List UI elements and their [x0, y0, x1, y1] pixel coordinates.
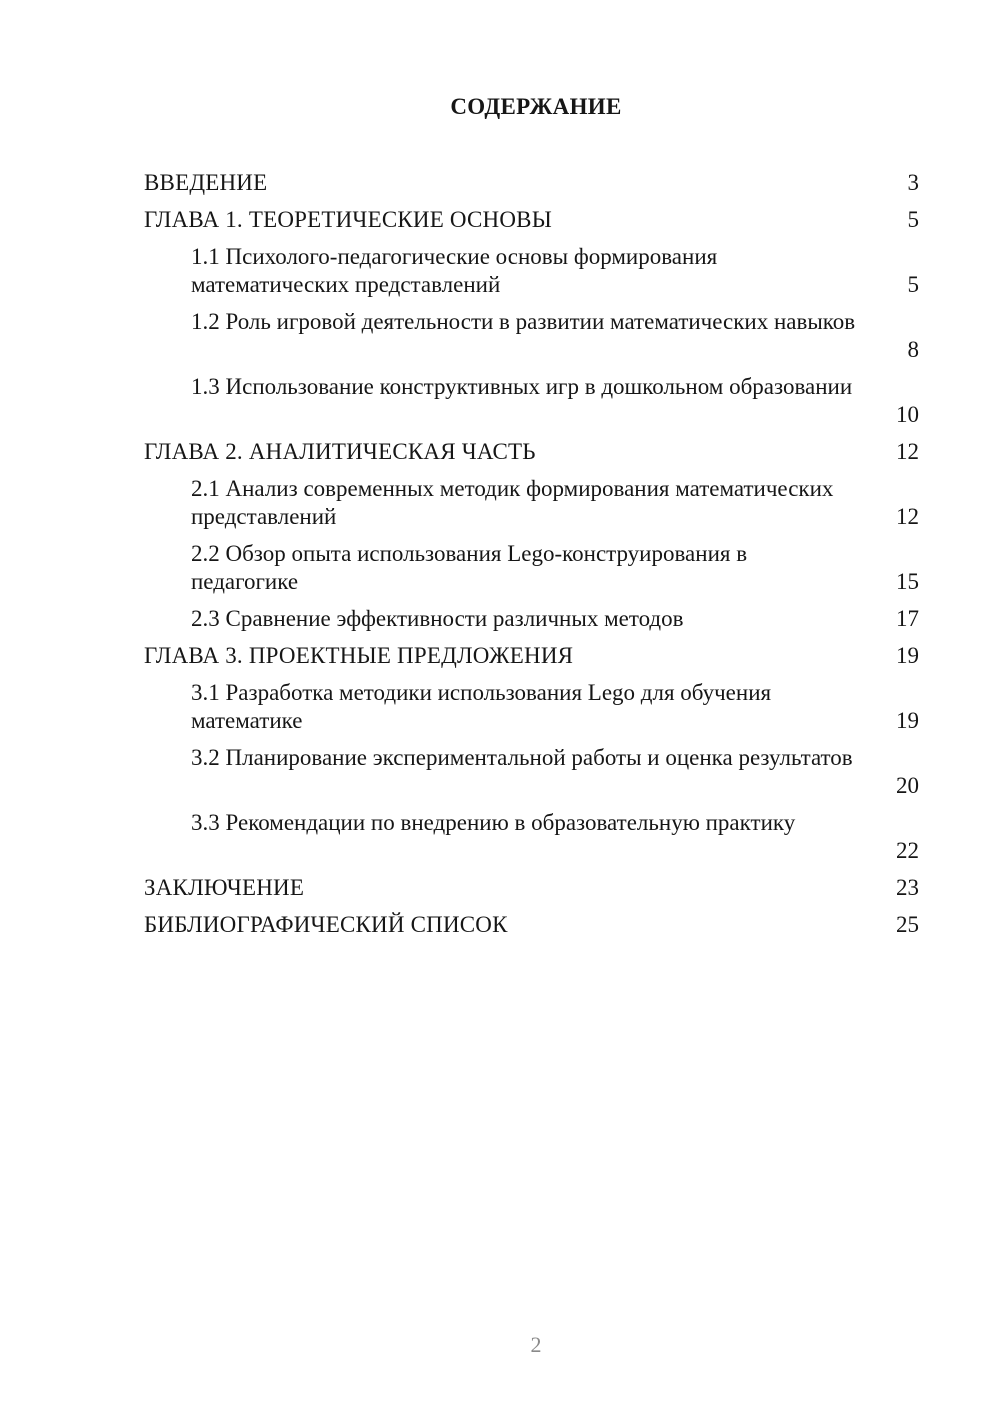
toc-entry-section-1-3	[144, 373, 919, 438]
toc-entry-page: 23	[896, 875, 919, 900]
toc-entry-chapter-2	[144, 438, 919, 475]
toc-entry-page: 12	[896, 504, 919, 529]
toc-entry-page: 22	[896, 838, 919, 863]
toc-entry-page: 15	[896, 569, 919, 594]
toc-entry-bibliography	[144, 911, 919, 948]
toc-entry-text: ГЛАВА 2. АНАЛИТИЧЕСКАЯ ЧАСТЬ	[144, 439, 536, 464]
toc-entry-section-3-1	[144, 679, 919, 744]
toc-entry-text: 3.1 Разработка методики использования Lego для обучения математике	[191, 680, 772, 733]
toc-entry-text: ГЛАВА 1. ТЕОРЕТИЧЕСКИЕ ОСНОВЫ	[144, 207, 552, 232]
toc-entry-chapter-1	[144, 206, 919, 243]
toc-entry-section-1-1	[144, 243, 919, 308]
toc-entry-text: 2.3 Сравнение эффективности различных методов	[191, 606, 684, 631]
toc-entry-text: 2.2 Обзор опыта использования Lego-конструирования в педагогике	[191, 541, 748, 594]
toc-entry-section-3-3	[144, 809, 919, 874]
toc-entry-text: 1.2 Роль игровой деятельности в развитии математических навыков	[191, 309, 856, 334]
toc-title: СОДЕРЖАНИЕ	[450, 94, 622, 119]
toc-entry-page: 20	[896, 773, 919, 798]
toc-entry-text: 1.1 Психолого-педагогические основы формирования математических представлений	[191, 244, 718, 297]
toc-entry-page: 25	[896, 912, 919, 937]
toc-entry-text: 3.3 Рекомендации по внедрению в образовательную практику	[191, 810, 796, 835]
toc-entry-page: 19	[896, 643, 919, 668]
toc-entry-section-2-1	[144, 475, 919, 540]
toc-entry-text: 3.2 Планирование экспериментальной работы и оценка результатов	[191, 745, 853, 770]
toc-entry-page: 17	[896, 606, 919, 631]
toc-entry-section-1-2	[144, 308, 919, 373]
table-of-contents	[144, 169, 919, 948]
toc-entry-text: ВВЕДЕНИЕ	[144, 170, 268, 195]
toc-entry-page: 12	[896, 439, 919, 464]
toc-entry-text: ГЛАВА 3. ПРОЕКТНЫЕ ПРЕДЛОЖЕНИЯ	[144, 643, 574, 668]
toc-entry-introduction	[144, 169, 919, 206]
toc-entry-page: 19	[896, 708, 919, 733]
toc-entry-section-3-2	[144, 744, 919, 809]
toc-entry-text: 1.3 Использование конструктивных игр в дошкольном образовании	[191, 374, 853, 399]
toc-entry-section-2-3	[144, 605, 919, 642]
toc-entry-page: 5	[907, 272, 919, 297]
toc-entry-text: ЗАКЛЮЧЕНИЕ	[144, 875, 305, 900]
toc-entry-section-2-2	[144, 540, 919, 605]
toc-entry-text: 2.1 Анализ современных методик формирования математических представлений	[191, 476, 834, 529]
toc-entry-chapter-3	[144, 642, 919, 679]
toc-entry-page: 8	[907, 337, 919, 362]
page-number: 2	[530, 1332, 542, 1357]
toc-entry-text: БИБЛИОГРАФИЧЕСКИЙ СПИСОК	[144, 912, 508, 937]
toc-entry-page: 5	[907, 207, 919, 232]
toc-entry-page: 3	[907, 170, 919, 195]
toc-entry-page: 10	[896, 402, 919, 427]
toc-entry-conclusion	[144, 874, 919, 911]
